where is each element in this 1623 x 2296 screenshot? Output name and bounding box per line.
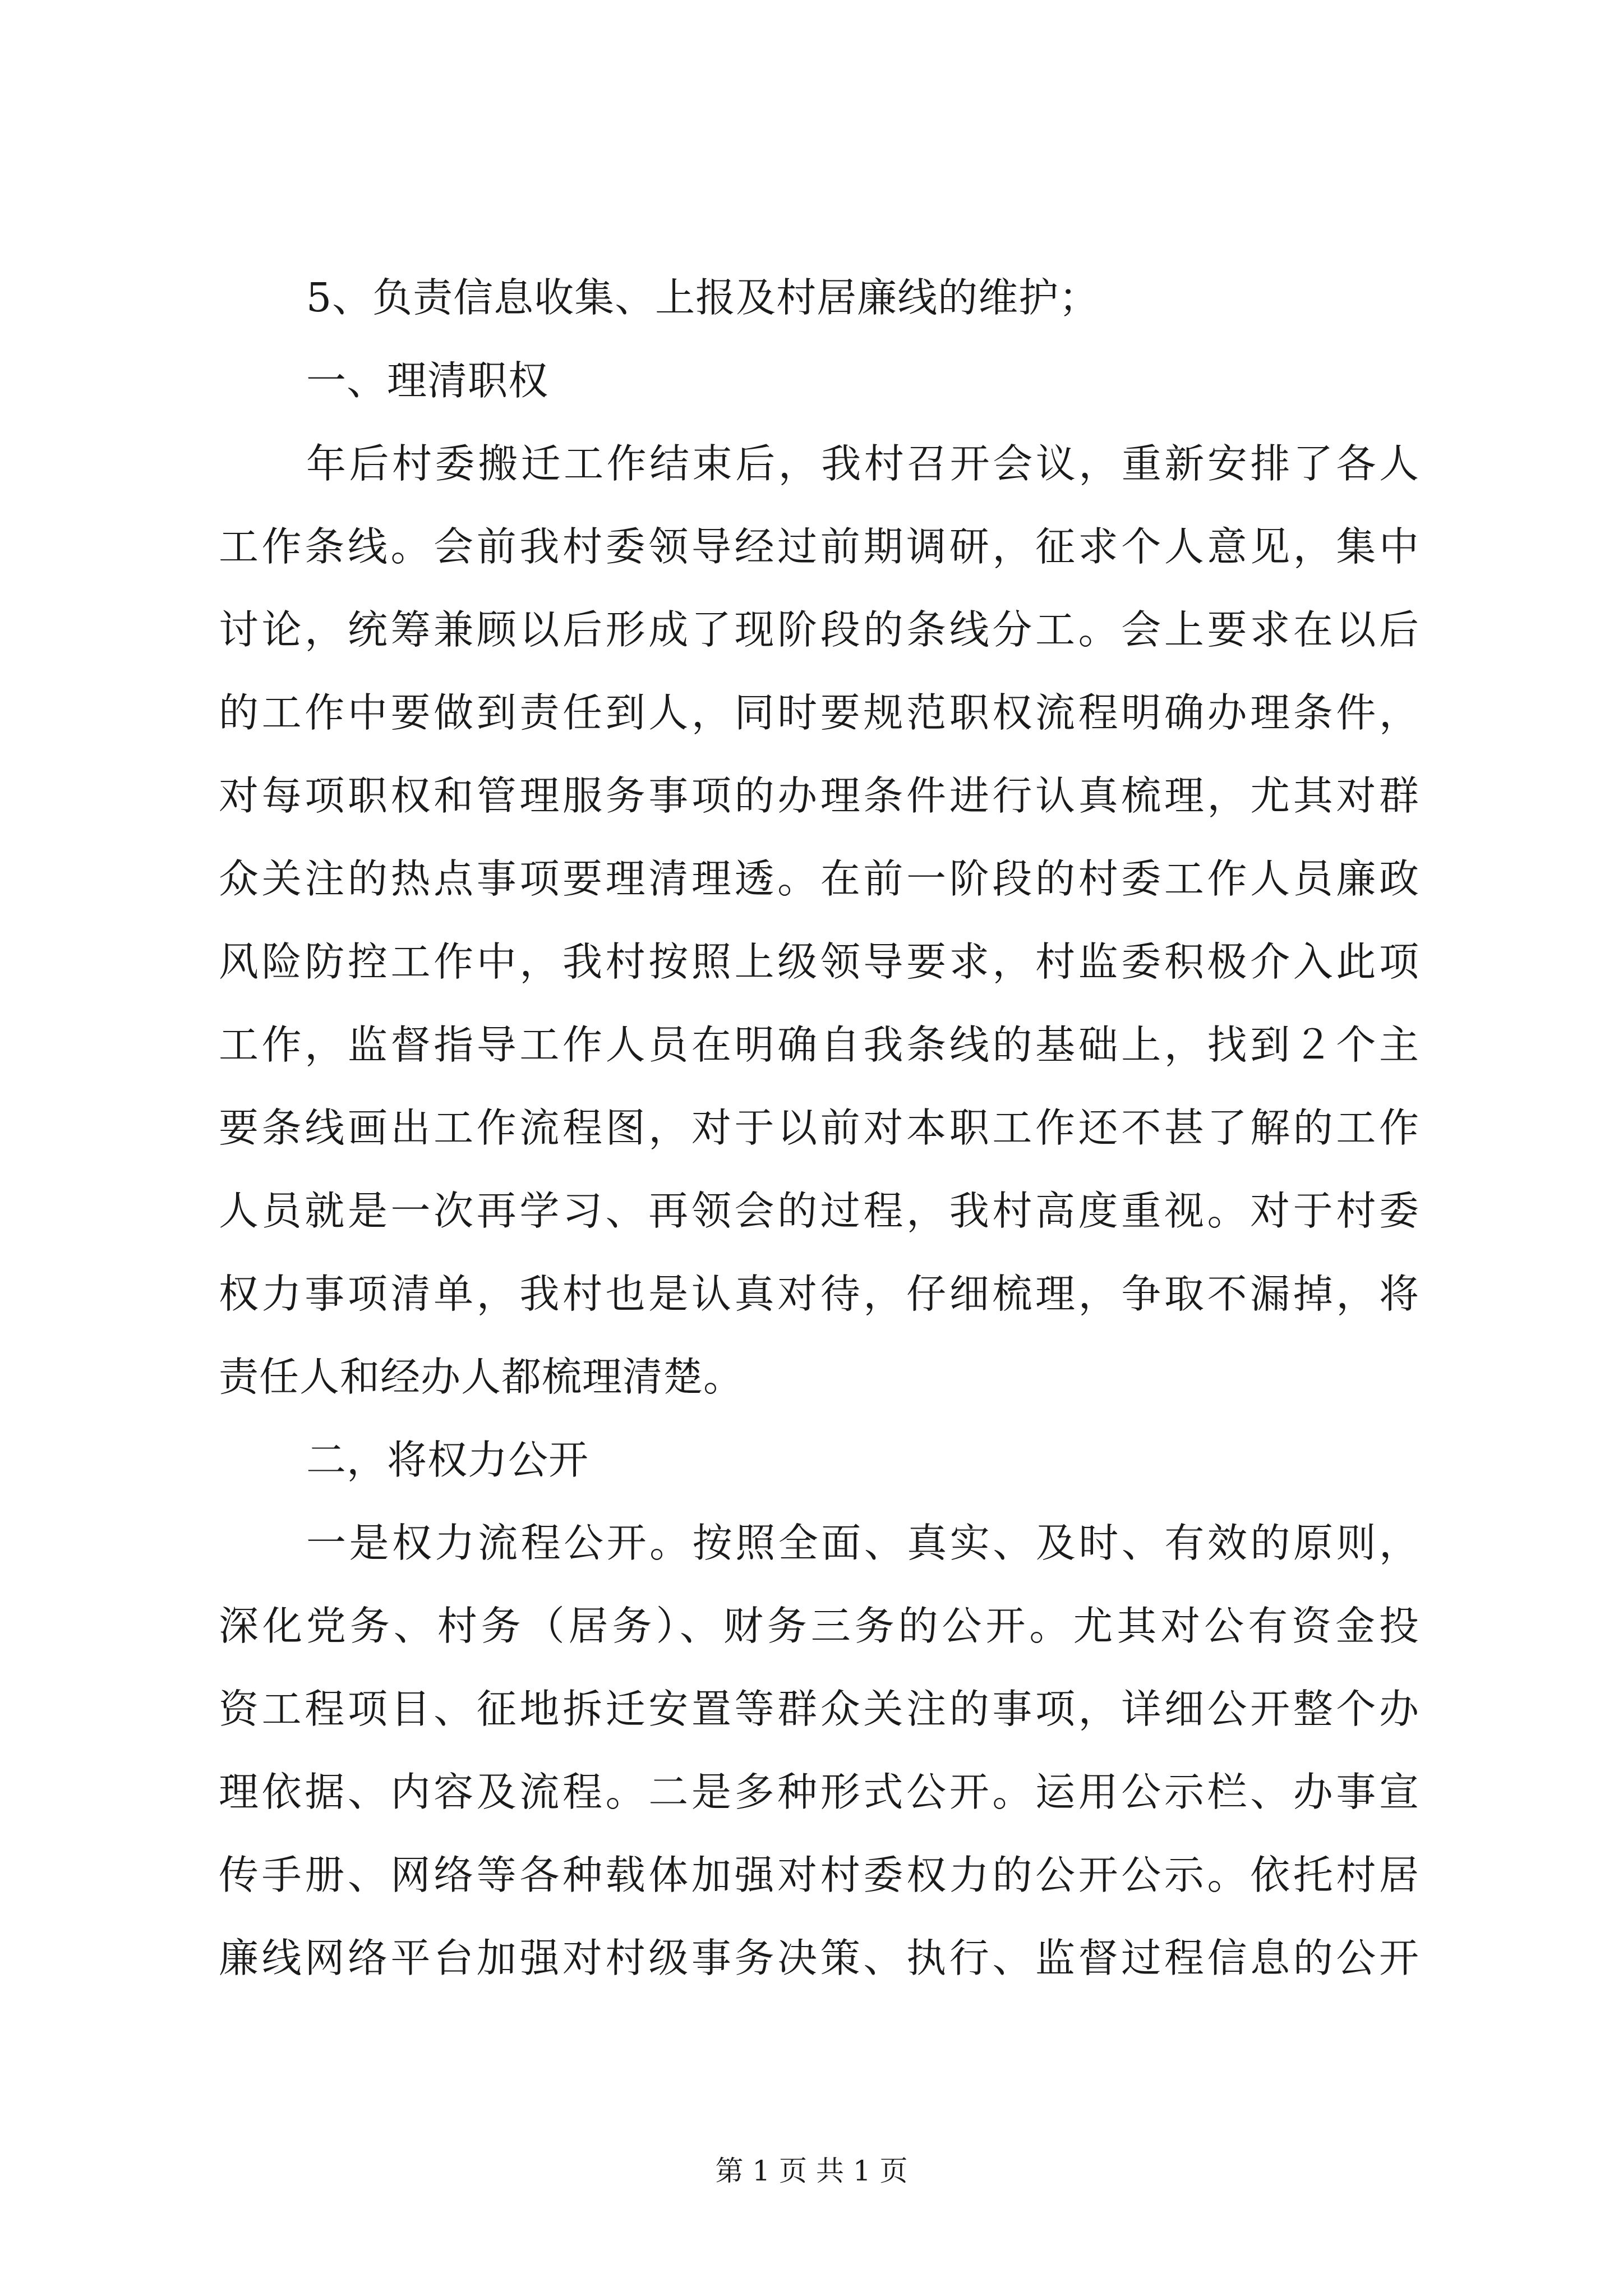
paragraph-line: 传手册、网络等各种载体加强对村委权力的公开公示。依托村居 (219, 1852, 1419, 1898)
paragraph-line: 对每项职权和管理服务事项的办理条件进行认真梳理，尤其对群 (219, 772, 1419, 819)
paragraph-line: 廉线网络平台加强对村级事务决策、执行、监督过程信息的公开 (219, 1935, 1419, 1981)
paragraph-line: 5、负责信息收集、上报及村居廉线的维护； (306, 274, 1100, 321)
paragraph-line: 工作条线。会前我村委领导经过前期调研，征求个人意见，集中 (219, 523, 1419, 570)
paragraph-line: 讨论，统筹兼顾以后形成了现阶段的条线分工。会上要求在以后 (219, 606, 1419, 653)
paragraph-line: 理依据、内容及流程。二是多种形式公开。运用公示栏、办事宣 (219, 1769, 1419, 1815)
paragraph-line: 年后村委搬迁工作结束后，我村召开会议，重新安排了各人 (306, 440, 1419, 487)
paragraph-line: 工作，监督指导工作人员在明确自我条线的基础上，找到２个主 (219, 1022, 1419, 1068)
paragraph-line: 众关注的热点事项要理清理透。在前一阶段的村委工作人员廉政 (219, 855, 1419, 902)
paragraph-line: 要条线画出工作流程图，对于以前对本职工作还不甚了解的工作 (219, 1105, 1419, 1151)
section-heading: 一、理清职权 (306, 357, 549, 404)
paragraph-line: 责任人和经办人都梳理清楚。 (219, 1354, 744, 1400)
paragraph-line: 深化党务、村务（居务）、财务三务的公开。尤其对公有资金投 (219, 1603, 1419, 1649)
section-heading: 二，将权力公开 (306, 1437, 589, 1483)
paragraph-line: 资工程项目、征地拆迁安置等群众关注的事项，详细公开整个办 (219, 1686, 1419, 1732)
paragraph-line: 风险防控工作中，我村按照上级领导要求，村监委积极介入此项 (219, 938, 1419, 985)
page-footer: 第 1 页 共 1 页 (715, 2155, 908, 2187)
paragraph-line: 一是权力流程公开。按照全面、真实、及时、有效的原则， (306, 1520, 1419, 1566)
paragraph-line: 权力事项清单，我村也是认真对待，仔细梳理，争取不漏掉，将 (219, 1271, 1419, 1317)
paragraph-line: 人员就是一次再学习、再领会的过程，我村高度重视。对于村委 (219, 1188, 1419, 1234)
paragraph-line: 的工作中要做到责任到人，同时要规范职权流程明确办理条件， (219, 689, 1419, 736)
